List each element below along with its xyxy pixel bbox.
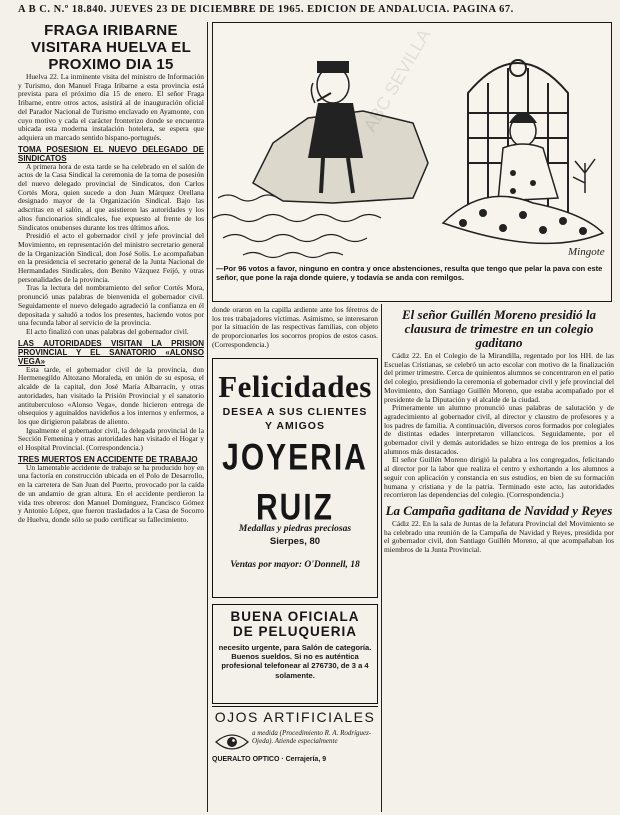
cartoonist-signature: Mingote bbox=[568, 246, 605, 258]
advertisement-joyeria bbox=[212, 358, 378, 598]
ad-body: a medida (Procedimiento R. A. Rodríguez-Ojeda). Atiende especialmente bbox=[252, 729, 372, 746]
article-paragraph: A primera hora de esta tarde se ha celebrado en el salón de actos de la Casa Sindical la ceremonia de la toma de posesión del nuevo delegado provincial de Sindicatos, don Carlos Cortés Mora, quien sucede a don Juan Márquez Orellana designado mayor de la Organización Sindical. Bajo las adscritas en el salón, al que asistieron las autoridades y los altos funcionarios sindicales, fue expuesto al frente de los Sindicatos onubenses durante los tres últimos años. bbox=[18, 161, 204, 232]
ad-address: Sierpes, 80 bbox=[269, 536, 321, 547]
ad-products: Medallas y piedras preciosas bbox=[238, 524, 352, 534]
headline-autoridades: LAS AUTORIDADES VISITAN LA PRISION PROVINCIAL Y EL SANATORIO «ALONSO VEGA» bbox=[18, 338, 204, 366]
advertisement-peluqueria bbox=[212, 604, 378, 704]
article-paragraph: Tras la lectura del nombramiento del señor Cortés Mora, pronunció unas palabras de bienvenida el gobernador civil. Seguidamente el nuevo delegado agradeció la confianza en él depositada y saludó a todos los presentes, haciendo votos por una fecunda labor al servicio de la provincia. bbox=[18, 283, 204, 328]
middle-article-tail: donde oraron en la capilla ardiente ante los féretros de los tres trabajadores víctimas. Asimismo, se interesaron por la situación de las respectivas familias, con objeto de proporcionarles los socorros propios de estos casos. (Correspondencia.) bbox=[212, 306, 378, 349]
left-column bbox=[18, 22, 204, 812]
ad-body: necesito urgente, para Salón de categoría. Buenos sueldos. Si no es auténtica profesional telefonear al 276730, de 3 a 4 solamente. bbox=[218, 643, 372, 680]
ad-footer: QUERALTO OPTICO · Cerrajería, 9 bbox=[212, 756, 327, 763]
headline-fraga: FRAGA IRIBARNE VISITARA HUELVA EL PROXIMO DIA 15 bbox=[30, 22, 192, 73]
ad-wholesale: Ventas por mayor: O'Donnell, 18 bbox=[230, 560, 360, 570]
article-paragraph: Huelva 22. La inminente visita del ministro de Información y Turismo, don Manuel Fraga Iribarne a esta provincia está prevista para el próximo día 15 de enero. El señor Fraga Iribarne, entre otros actos, asistirá al de inauguración oficial del Parador Nacional de Turismo enclavado en Ayamonte, con cuyo motivo y cada el carácter fronterizo donde se encuentra ubicada esta moderna instalación hotelera, se espera que adquiera un marcado sentido hispano-portugués. bbox=[18, 72, 204, 142]
article-paragraph: Cádiz 22. En el Colegio de la Mirandilla, regentado por los HH. de las Escuelas Cristianas, se celebró un acto escolar con motivo de la finalización del primer trimestre. Cerca de quinientos alumnos se concentraron en el patio del colegio, presidiendo la ceremonia el gobernador civil y jefe provincial del Movimiento, don Santiago Guillén Moreno, que estaba acompañado por el presidente de la Diputación y el alcalde de la ciudad. bbox=[384, 351, 614, 404]
ad-title: OJOS ARTIFICIALES bbox=[214, 709, 376, 725]
ad-wish-line: Y AMIGOS bbox=[265, 420, 325, 432]
article-paragraph: Cádiz 22. En la sala de Juntas de la Jefatura Provincial del Movimiento se ha celebrado una reunión de la Campaña de Navidad y Reyes, presidida por el gobernador civil, don Santiago Guillén Moreno, al que acompañaban los miembros de la Junta Provincial. bbox=[384, 518, 614, 555]
ad-brand: JOYERIA RUIZ bbox=[222, 436, 368, 528]
article-paragraph: Igualmente el gobernador civil, la delegada provincial de la Sección Femenina y otras autoridades han visitado el Hogar y el Hospital Provincial. (Correspondencia.) bbox=[18, 425, 204, 453]
article-paragraph: Esta tarde, el gobernador civil de la provincia, don Hermenegildo Altozano Moraleda, en unión de su esposa, el alcalde de la capital, don José María Albarracín, y otras autoridades, han visitado la Prisión Provincial y el sanatorio antituberculoso «Alonso Vega», donde hicieron entrega de obsequios y aguinaldos navideños a los internos y enfermos, a los que dirigieron palabras de aliento. bbox=[18, 364, 204, 426]
ad-wish-line: DESEA A SUS CLIENTES bbox=[222, 406, 368, 418]
eye-icon bbox=[212, 729, 252, 755]
headline-accidente: TRES MUERTOS EN ACCIDENTE DE TRABAJO bbox=[18, 454, 198, 464]
headline-delegado: TOMA POSESION EL NUEVO DELEGADO DE SINDICATOS bbox=[18, 144, 204, 163]
advertisement-ojos bbox=[212, 706, 378, 766]
ad-title: BUENA OFICIALA bbox=[230, 609, 360, 624]
headline-guillen: El señor Guillén Moreno presidió la clausura de trimestre en un colegio gaditano bbox=[402, 307, 596, 350]
article-paragraph: Primeramente un alumno pronunció unas palabras de salutación y de agradecimiento al gobernador civil, al director y claustro de profesores y a los padres de familia. A continuación, diversos coros formados por colegiales de distintas edades interpretaron villancicos. Seguidamente, por el gobernador civil y demás autoridades se hizo entrega de los premios a los alumnos más destacados. bbox=[384, 403, 614, 456]
ad-title: DE PELUQUERIA bbox=[232, 624, 357, 639]
article-paragraph: Presidió el acto el gobernador civil y jefe provincial del Movimiento, en representación del ministro secretario general de la Organización Sindical, don José Solís. Le acompañaban en la presidencia el secretario general de la Junta Nacional de Hermandades Sindicales, don Benito Vázquez Feijó, y otras personalidades de la provincia. bbox=[18, 231, 204, 284]
article-paragraph: El señor Guillén Moreno dirigió la palabra a los congregados, felicitando al director por la labor que realiza el centro y exhortando a los alumnos a seguir con aplicación y constancia en sus estudios, en bien de su formación humana y cristiana y de la patria. Terminado este acto, las autoridades recorrieron las dependencias del colegio. (Correspondencia.) bbox=[384, 455, 614, 500]
headline-campana: La Campaña gaditana de Navidad y Reyes bbox=[385, 502, 613, 518]
cartoon-drawing bbox=[213, 23, 612, 263]
column-rule bbox=[207, 22, 208, 812]
right-column bbox=[384, 304, 614, 812]
article-paragraph: Un lamentable accidente de trabajo se ha producido hoy en una factoría en construcción ubicada en el Polo de Desarrollo, en la carretera de San Juan del Puerto, provocado por la caída de un andamio de gran altura. En el accidente perdieron la vida tres obreros: don Manuel Domínguez, Francisco Gómez y Antonio López, que fueron trasladados a la Casa de Socorro de Huelva, donde sólo se pudo certificar su fallecimiento. bbox=[18, 462, 204, 524]
cartoon-caption: —Por 96 votos a favor, ninguno en contra y once abstenciones, resulta que tengo que pelar la pava con este señor, que pone la raja donde quiere, y todavía se anda con remilgos. bbox=[216, 264, 603, 282]
article-paragraph: El acto finalizó con unas palabras del gobernador civil. bbox=[26, 326, 189, 336]
page-masthead: A B C. N.º 18.840. JUEVES 23 DE DICIEMBRE DE 1965. EDICION DE ANDALUCIA. PAGINA 67. bbox=[18, 4, 514, 15]
cartoon-illustration bbox=[212, 22, 612, 302]
column-rule bbox=[381, 304, 382, 812]
ad-headline: Felicidades bbox=[218, 369, 372, 404]
